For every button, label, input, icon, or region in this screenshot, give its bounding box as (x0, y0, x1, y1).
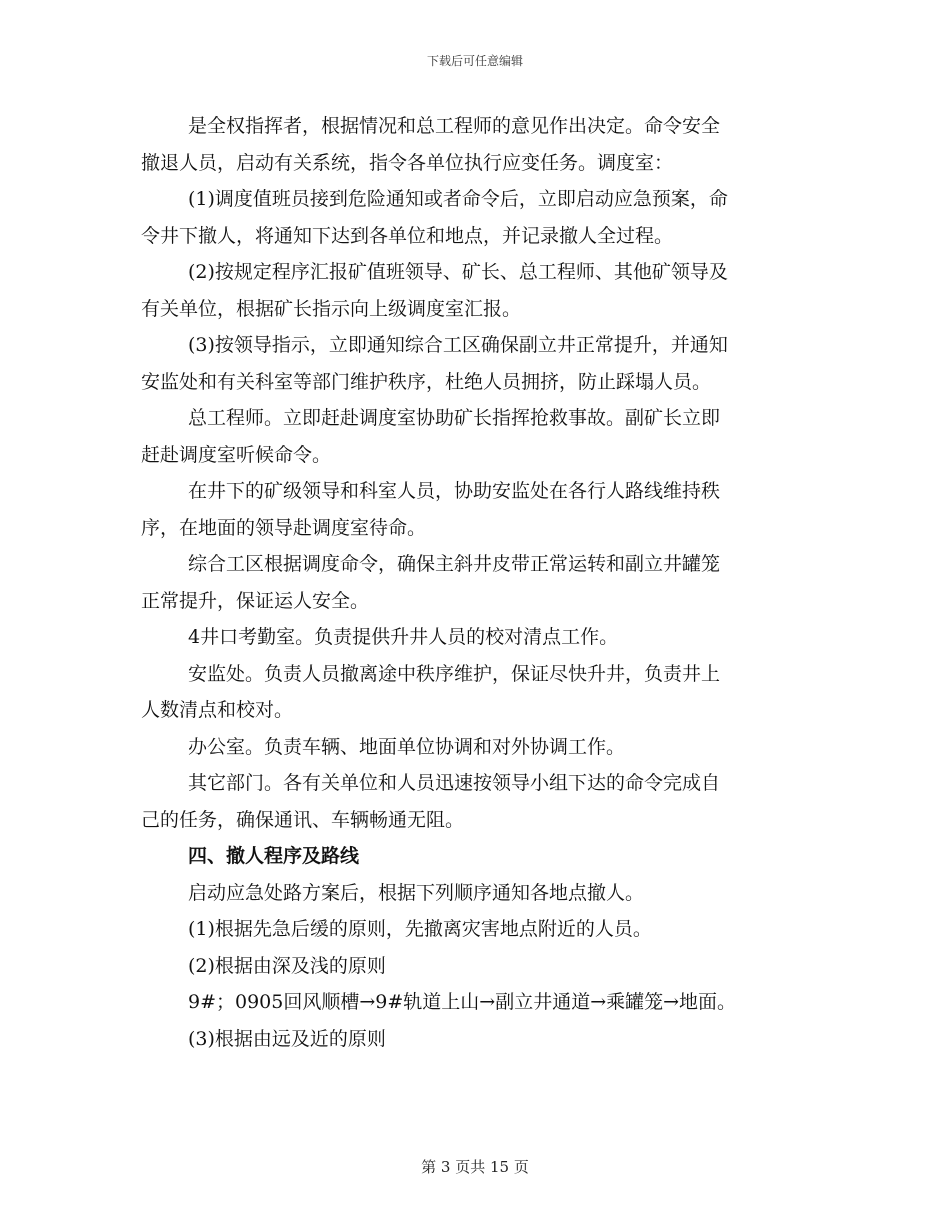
text-line: 启动应急处路方案后，根据下列顺序通知各地点撤人。 (188, 881, 645, 904)
document-body (141, 108, 809, 1057)
text-line: 序，在地面的领导赴调度室待命。 (141, 516, 427, 539)
text-line: (1)根据先急后缓的原则，先撤离灾害地点附近的人员。 (188, 918, 652, 940)
text-line: 4井口考勤室。负责提供升井人员的校对清点工作。 (188, 626, 619, 648)
text-line: 撤退人员，启动有关系统，指令各单位执行应变任务。调度室： (141, 151, 674, 174)
text-line: 是全权指挥者，根据情况和总工程师的意见作出决定。命令安全 (188, 115, 721, 137)
text-line: 赶赴调度室听候命令。 (141, 443, 332, 466)
text-line: 正常提升，保证运人安全。 (141, 589, 370, 612)
text-line: 己的任务，确保通讯、车辆畅通无阻。 (141, 808, 465, 831)
page-header: 下载后可任意编辑 (426, 54, 523, 68)
text-line: (2)根据由深及浅的原则 (188, 954, 386, 977)
text-line: 9#；0905回风顺槽→9#轨道上山→副立井通道→乘罐笼→地面。 (188, 991, 737, 1013)
text-line: 令井下撤人，将通知下达到各单位和地点，并记录撤人全过程。 (141, 224, 674, 247)
text-line: 总工程师。立即赶赴调度室协助矿长指挥抢救事故。副矿长立即 (188, 407, 721, 429)
text-line: 安监处和有关科室等部门维护秩序，杜绝人员拥挤，防止踩塌人员。 (141, 370, 712, 393)
text-line: 综合工区根据调度命令，确保主斜井皮带正常运转和副立井罐笼 (188, 553, 721, 575)
text-line: (3)按领导指示，立即通知综合工区确保副立井正常提升，并通知 (188, 334, 728, 356)
text-line: 有关单位，根据矿长指示向上级调度室汇报。 (141, 297, 522, 320)
text-line: 安监处。负责人员撤离途中秩序维护，保证尽快升井，负责井上 (188, 662, 721, 685)
text-line: (3)根据由远及近的原则 (188, 1027, 386, 1050)
text-line: 办公室。负责车辆、地面单位协调和对外协调工作。 (188, 735, 626, 758)
text-line: (2)按规定程序汇报矿值班领导、矿长、总工程师、其他矿领导及 (188, 261, 728, 283)
page-footer: 第 3 页共 15 页 (421, 1158, 529, 1176)
text-line: (1)调度值班员接到危险通知或者命令后，立即启动应急预案，命 (188, 188, 728, 210)
section-heading: 四、撤人程序及路线 (188, 845, 360, 867)
text-line: 人数清点和校对。 (141, 699, 294, 721)
text-line: 在井下的矿级领导和科室人员，协助安监处在各行人路线维持秩 (188, 480, 721, 502)
text-line: 其它部门。各有关单位和人员迅速按领导小组下达的命令完成自 (188, 772, 721, 794)
